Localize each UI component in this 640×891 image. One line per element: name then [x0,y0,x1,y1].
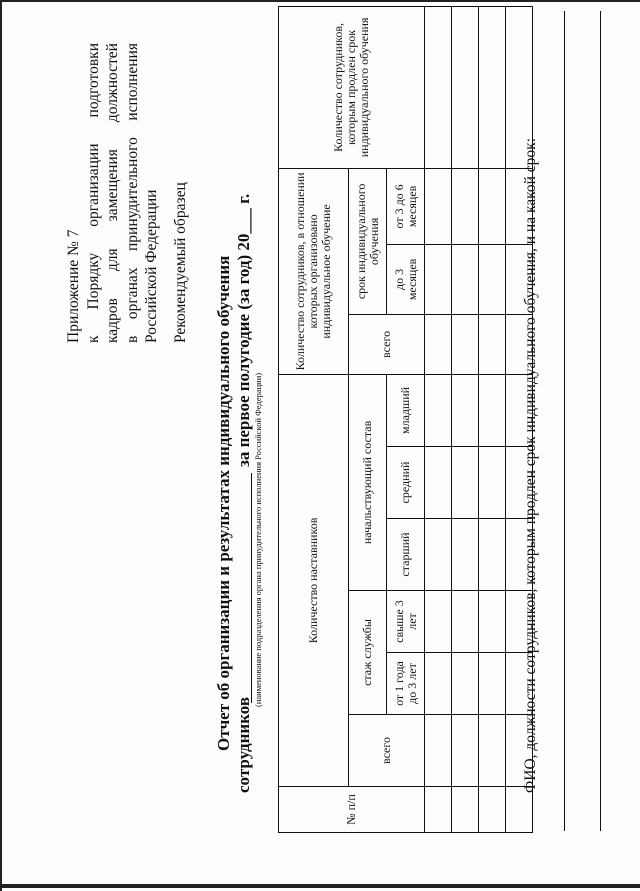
scan-edge [0,884,640,888]
header-service-3plus: свыше 3 лет [387,591,425,653]
header-service-1-3: от 1 года до 3 лет [387,653,425,715]
department-fill-line [251,473,252,703]
scan-edge [0,0,640,2]
table-cell[interactable] [479,653,506,715]
table-cell[interactable] [452,244,479,314]
table-cell[interactable] [479,6,506,168]
report-title: Отчет об организации и результатах индивидуального обучения [214,255,233,751]
table-cell[interactable] [452,374,479,446]
header-term: срок индивидуального обучения [349,168,387,314]
report-title-employees: сотрудников [234,696,253,793]
header-service: стаж службы [349,591,387,715]
table-cell[interactable] [479,314,506,374]
table-cell[interactable] [425,447,452,519]
table-cell[interactable] [452,314,479,374]
table-cell[interactable] [425,168,452,244]
table-cell[interactable] [479,787,506,833]
appendix-line-3: кадров для замещения должностей [104,43,121,343]
table-cell[interactable] [452,715,479,787]
header-trained-total: всего [349,314,425,374]
table-cell[interactable] [479,447,506,519]
table-cell[interactable] [452,6,479,168]
table-cell[interactable] [452,653,479,715]
table-row [479,6,506,832]
header-senior: старший [387,519,425,591]
appendix-number: Приложение № 7 [65,229,82,343]
appendix-block [64,43,162,343]
appendix-line-2: к Порядку организации подготовки [84,43,102,343]
table-row [452,6,479,832]
header-term-3: до 3 месяцев [387,244,425,314]
report-table [278,7,514,833]
table-cell[interactable] [425,787,452,833]
table-cell[interactable] [479,715,506,787]
header-num: № п/п [279,787,425,833]
table-cell[interactable] [479,168,506,244]
table-cell[interactable] [452,447,479,519]
table-cell[interactable] [425,591,452,653]
department-caption: (наименование подразделения органа принудительного исполнения Российской Федерации) [253,372,263,707]
table-cell[interactable] [425,519,452,591]
report-period: за первое полугодие (за год) 20___ г. [234,193,253,467]
table-cell[interactable] [506,787,533,833]
table-cell[interactable] [425,314,452,374]
header-extended: Количество сотрудников, которым продлен срок индивидуального обучения [279,6,425,168]
table-cell[interactable] [479,374,506,446]
table-row [425,6,452,832]
fill-line[interactable] [600,11,601,831]
table-cell[interactable] [452,519,479,591]
header-mentors: Количество наставников [279,374,349,786]
table-cell[interactable] [479,519,506,591]
header-term-3-6: от 3 до 6 месяцев [387,168,425,244]
header-trained: Количество сотрудников, в отношении которых организовано индивидуальное обучение [279,168,349,374]
recommended-sample-label: Рекомендуемый образец [172,182,189,343]
table-cell[interactable] [479,244,506,314]
scan-edge [0,0,2,891]
header-junior: младший [387,374,425,446]
header-command: начальствующий состав [349,374,387,590]
appendix-line-4: в органах принудительного исполнения [123,43,141,343]
table-cell[interactable] [425,715,452,787]
table-cell[interactable] [425,374,452,446]
table-cell[interactable] [452,168,479,244]
table-cell[interactable] [425,244,452,314]
table-cell[interactable] [425,6,452,168]
table-cell[interactable] [425,653,452,715]
table-cell[interactable] [452,591,479,653]
header-mentors-total: всего [349,715,425,787]
appendix-line-5: Российской Федерации [143,189,160,343]
table-cell[interactable] [479,591,506,653]
extension-note-label: ФИО, должности сотрудников, которым продлен срок индивидуального обучения, и на какой срок: [522,137,539,793]
fill-line[interactable] [564,11,565,831]
header-middle: средний [387,447,425,519]
table-cell[interactable] [452,787,479,833]
